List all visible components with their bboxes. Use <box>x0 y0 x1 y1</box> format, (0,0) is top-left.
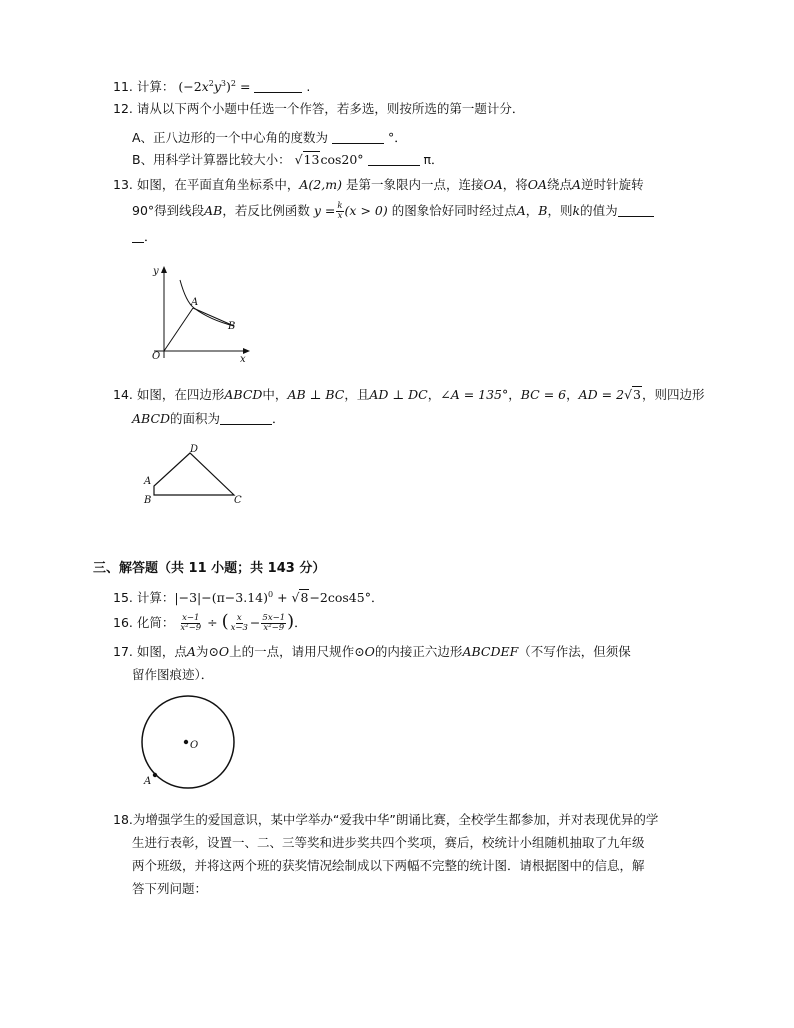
question-number: 11. <box>113 79 133 95</box>
label-a: A <box>144 776 152 787</box>
question-13-line2: 90°得到线段AB，若反比例函数 y = $\frac{k}{x}$ (x > 0) 的图象恰好同时经过点A，B，则k的值为 <box>132 202 654 221</box>
question-12 <box>113 100 524 118</box>
question-12-option-a: A、正八边形的一个中心角的度数为 °． <box>132 130 407 145</box>
figure-17-circle <box>132 692 244 794</box>
figure-14-quadrilateral <box>140 440 250 508</box>
fraction-k-over-x: $\frac{k}{x}$ <box>337 201 343 221</box>
answer-blank <box>332 131 384 144</box>
label-a: A <box>144 476 152 487</box>
quadrilateral-abcd <box>154 453 234 495</box>
hyperbola-curve <box>180 280 234 326</box>
answer-blank <box>254 80 302 93</box>
fraction-1: $\frac{x-1}{\text{x²−9}}$ <box>180 613 202 633</box>
label-x: x <box>240 354 246 365</box>
question-12-option-b: B、用科学计算器比较大小： √13cos20° π． <box>132 152 444 167</box>
label-b: B <box>228 321 236 332</box>
label-c: C <box>234 495 242 506</box>
question-17-line2: 留作图痕迹）． <box>132 667 214 682</box>
fraction-2: $\frac{x}{x-3}$ <box>230 613 248 633</box>
question-13-line3: ． <box>132 228 157 246</box>
expression: $(-2x^2y^3)^2$ = <box>178 79 255 95</box>
question-number: 17. <box>113 644 133 659</box>
question-14-line1: 14. 如图，在四边形ABCD中，AB ⊥ BC，且AD ⊥ DC，∠A = 135°，BC = 6，AD = 2√3，则四边形 <box>113 387 705 402</box>
label-o: O <box>190 740 199 751</box>
answer-blank <box>368 153 420 166</box>
center-point <box>184 740 188 744</box>
question-text: 请从以下两个小题中任选一个作答，若多选，则按所选的第一题计分． <box>136 101 525 116</box>
question-number: 18. <box>113 812 133 827</box>
fraction-3: $\frac{5x-1}{\text{x²−9}}$ <box>262 613 286 633</box>
answer-blank <box>220 412 272 425</box>
label-a: A <box>191 297 199 308</box>
question-15: 15. 计算：$|-3|-(\pi-3.14)^0 + √8-2\cos 45^\circ$． <box>113 590 384 606</box>
y-axis-arrow <box>161 266 167 273</box>
question-16: 16. 化简： $\frac{x-1}{\text{x²−9}}$ ÷ ( $\frac{x}{x-3}$ − $\frac{5x-1}{\text{x²−9}}$ )． <box>113 611 307 633</box>
segment-oa <box>164 308 193 351</box>
question-17-line1: 17. 如图，点A为⊙O上的一点，请用尺规作⊙O的内接正六边形ABCDEF（不写作法，但须保 <box>113 644 631 659</box>
answer-blank-continued <box>132 230 144 243</box>
section-3-title: 三、解答题（共 11 小题；共 143 分） <box>93 561 326 576</box>
question-18-line2: 生进行表彰，设置一、二、三等奖和进步奖共四个奖项，赛后，校统计小组随机抽取了九年级 <box>132 835 645 850</box>
label-b: B <box>144 495 152 506</box>
question-number: 15. <box>113 590 133 606</box>
label-y: y <box>153 266 159 277</box>
question-13-line1: 13. 如图，在平面直角坐标系中，A(2,m) 是第一象限内一点，连接OA，将OA绕点A逆时针旋转 <box>113 177 644 192</box>
question-number: 16. <box>113 615 133 630</box>
question-18-line3: 两个班级，并将这两个班的获奖情况绘制成以下两幅不完整的统计图．请根据图中的信息，解 <box>132 858 645 873</box>
question-14-line2: ABCD的面积为 ． <box>132 411 285 426</box>
label-d: D <box>190 444 199 455</box>
question-18-line1: 18.为增强学生的爱国意识，某中学举办“爱我中华”朗诵比赛，全校学生都参加，并对表现优异的学 <box>113 812 659 827</box>
figure-13-coordinate-graph <box>140 262 260 367</box>
question-number: 13. <box>113 177 133 192</box>
question-number: 14. <box>113 387 133 402</box>
label-o: O <box>152 351 161 362</box>
point-a <box>153 773 157 777</box>
question-number: 12. <box>113 101 133 116</box>
question-18-line4: 答下列问题： <box>132 881 208 896</box>
answer-blank <box>618 204 654 217</box>
question-label: 计算： <box>136 79 175 95</box>
question-11: 11. 计算： $(-2x^2y^3)^2$ = . <box>113 79 311 95</box>
